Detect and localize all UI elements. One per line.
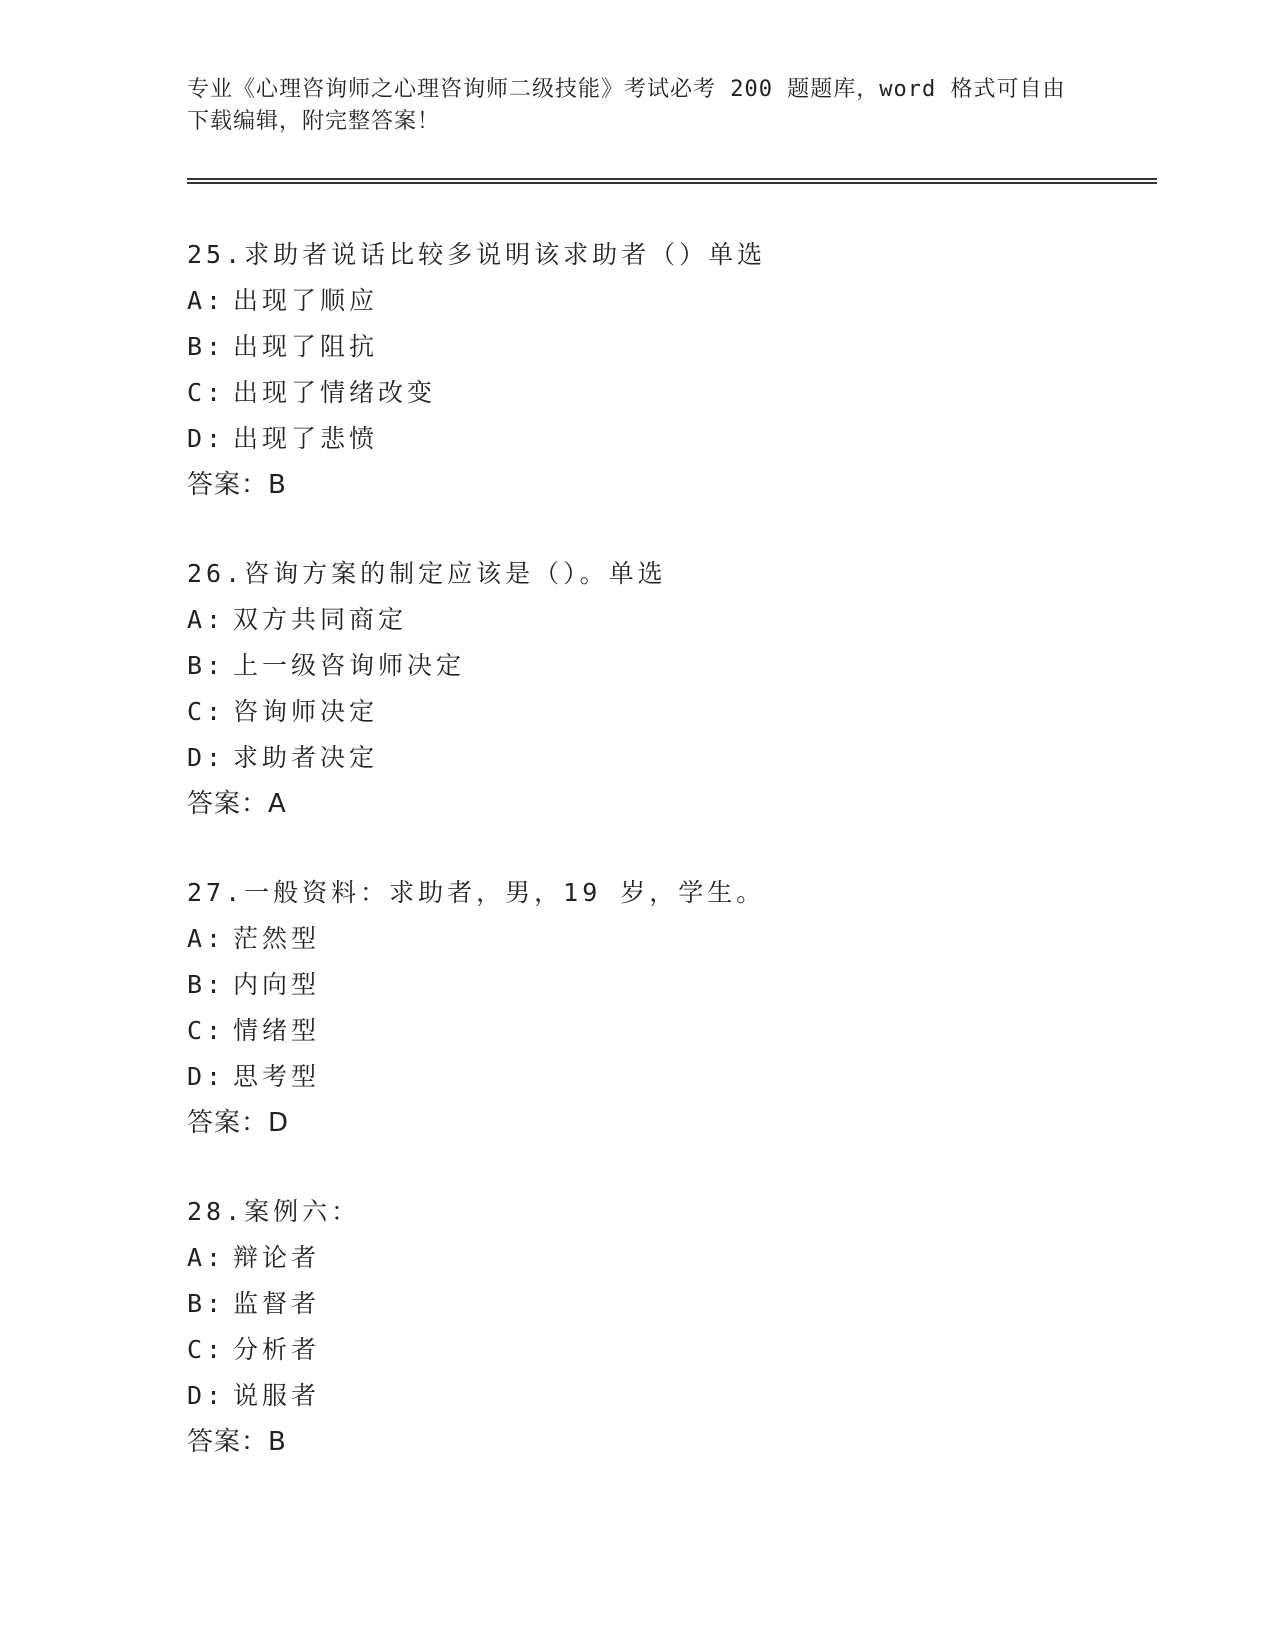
option-text: 内向型: [233, 970, 321, 999]
question-stem: 27.一般资料：求助者，男，19 岁，学生。: [187, 878, 766, 907]
option-letter: B:: [187, 332, 226, 361]
option-letter: A:: [187, 605, 226, 634]
question-stem: 28.案例六：: [187, 1197, 361, 1226]
option-letter: C:: [187, 1335, 226, 1364]
option-letter: D:: [187, 1381, 226, 1410]
option-d: [187, 1054, 1147, 1100]
option-text: 出现了情绪改变: [233, 378, 437, 407]
option-a: [187, 916, 1147, 962]
option-c: [187, 1327, 1147, 1373]
option-text: 咨询师决定: [233, 697, 379, 726]
option-text: 思考型: [233, 1062, 321, 1091]
option-text: 上一级咨询师决定: [233, 651, 466, 680]
answer-text: 答案：B: [187, 470, 287, 500]
answer-text: 答案：A: [187, 789, 287, 819]
option-b: [187, 1281, 1147, 1327]
option-letter: A:: [187, 924, 226, 953]
document-intro: 专业《心理咨询师之心理咨询师二级技能》考试必考 200 题题库，word 格式可自由下载编辑，附完整答案！: [187, 77, 1066, 134]
question-stem: 25.求助者说话比较多说明该求助者（）单选: [187, 240, 767, 269]
option-c: [187, 689, 1147, 735]
question-26: [187, 551, 1147, 827]
option-letter: D:: [187, 1062, 226, 1091]
option-b: [187, 324, 1147, 370]
question-stem: 26.咨询方案的制定应该是（）。单选: [187, 559, 667, 588]
option-letter: D:: [187, 424, 226, 453]
option-text: 说服者: [233, 1381, 321, 1410]
option-c: [187, 1008, 1147, 1054]
option-text: 辩论者: [233, 1243, 321, 1272]
option-b: [187, 962, 1147, 1008]
option-letter: B:: [187, 970, 226, 999]
option-letter: D:: [187, 743, 226, 772]
option-text: 出现了阻抗: [233, 332, 379, 361]
option-letter: B:: [187, 1289, 226, 1318]
option-letter: C:: [187, 1016, 226, 1045]
option-d: [187, 1373, 1147, 1419]
option-text: 出现了悲愤: [233, 424, 379, 453]
question-27: [187, 870, 1147, 1146]
option-letter: C:: [187, 697, 226, 726]
option-letter: A:: [187, 286, 226, 315]
option-d: [187, 735, 1147, 781]
option-d: [187, 416, 1147, 462]
option-a: [187, 597, 1147, 643]
answer-text: 答案：B: [187, 1427, 287, 1457]
header-divider-top: [187, 178, 1157, 180]
option-text: 求助者决定: [233, 743, 379, 772]
option-text: 情绪型: [233, 1016, 321, 1045]
question-25: [187, 232, 1147, 508]
option-text: 分析者: [233, 1335, 321, 1364]
option-letter: C:: [187, 378, 226, 407]
option-letter: B:: [187, 651, 226, 680]
question-28: [187, 1189, 1147, 1465]
option-text: 茫然型: [233, 924, 321, 953]
option-text: 出现了顺应: [233, 286, 379, 315]
answer-text: 答案：D: [187, 1108, 290, 1138]
option-letter: A:: [187, 1243, 226, 1272]
header-divider-bottom: [187, 182, 1157, 184]
option-c: [187, 370, 1147, 416]
option-text: 监督者: [233, 1289, 321, 1318]
option-b: [187, 643, 1147, 689]
option-text: 双方共同商定: [233, 605, 408, 634]
option-a: [187, 1235, 1147, 1281]
option-a: [187, 278, 1147, 324]
